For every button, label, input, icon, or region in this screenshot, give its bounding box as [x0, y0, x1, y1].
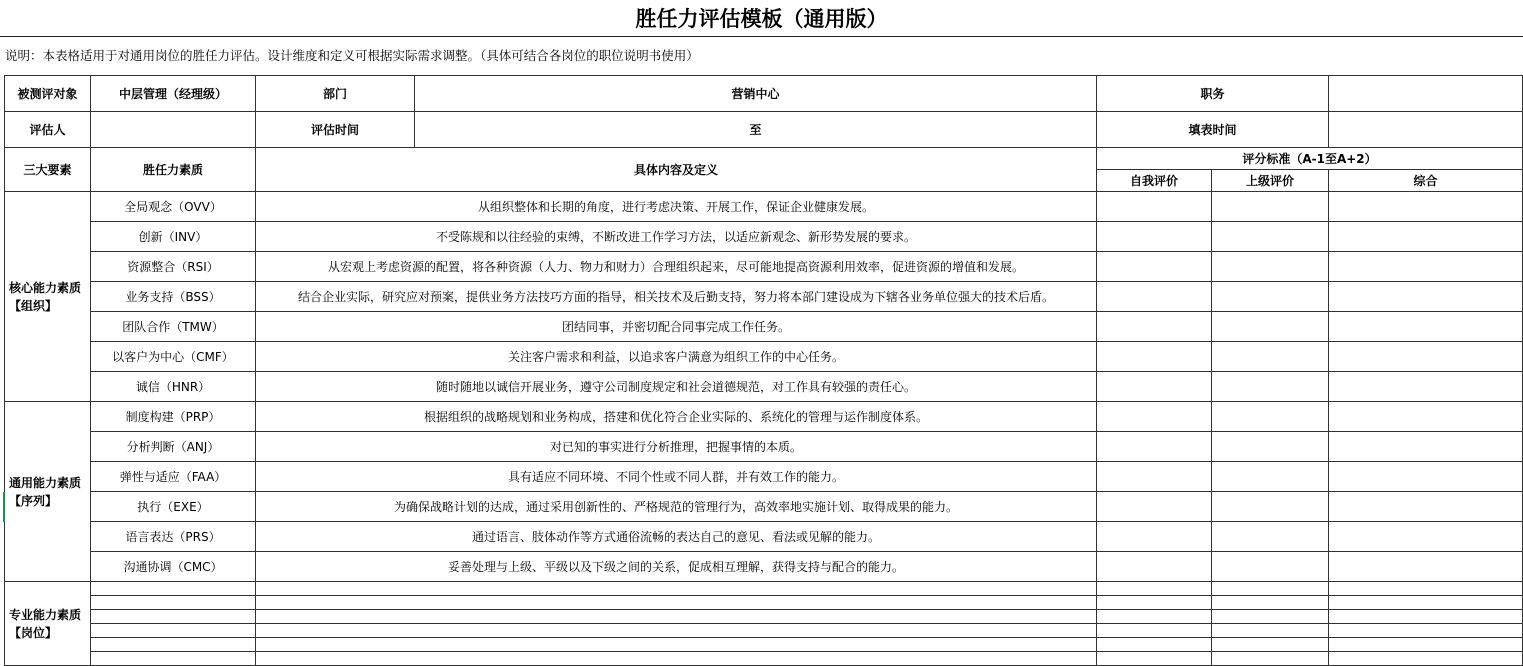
superior-eval-cell[interactable]	[1212, 222, 1329, 252]
competency-definition[interactable]	[256, 652, 1097, 666]
overall-cell[interactable]	[1329, 252, 1523, 282]
self-eval-header: 自我评价	[1097, 170, 1212, 192]
assessor-label: 评估人	[5, 112, 91, 148]
competency-definition: 关注客户需求和利益，以追求客户满意为组织工作的中心任务。	[256, 342, 1097, 372]
competency-definition: 团结同事，并密切配合同事完成工作任务。	[256, 312, 1097, 342]
superior-eval-cell[interactable]	[1212, 252, 1329, 282]
competency-definition: 妥善处理与上级、平级以及下级之间的关系，促成相互理解，获得支持与配合的能力。	[256, 552, 1097, 582]
self-eval-cell[interactable]	[1097, 402, 1212, 432]
self-eval-cell[interactable]	[1097, 582, 1212, 596]
competency-name: 创新（INV）	[91, 222, 256, 252]
overall-cell[interactable]	[1329, 552, 1523, 582]
group-name-cell: 核心能力素质【组织】	[5, 192, 91, 402]
overall-cell[interactable]	[1329, 342, 1523, 372]
superior-eval-cell[interactable]	[1212, 432, 1329, 462]
competency-name[interactable]	[91, 652, 256, 666]
competency-table	[4, 75, 1523, 666]
self-eval-cell[interactable]	[1097, 462, 1212, 492]
blank-row	[5, 652, 1523, 666]
elements-header: 三大要素	[5, 148, 91, 192]
competency-name: 以客户为中心（CMF）	[91, 342, 256, 372]
blank-row	[5, 624, 1523, 638]
superior-eval-cell[interactable]	[1212, 282, 1329, 312]
superior-eval-cell[interactable]	[1212, 624, 1329, 638]
competency-row	[5, 462, 1523, 492]
group-name-cell: 通用能力素质【序列】	[5, 402, 91, 582]
superior-eval-cell[interactable]	[1212, 522, 1329, 552]
overall-cell[interactable]	[1329, 492, 1523, 522]
competency-row	[5, 432, 1523, 462]
self-eval-cell[interactable]	[1097, 312, 1212, 342]
competency-definition[interactable]	[256, 610, 1097, 624]
blank-row	[5, 582, 1523, 596]
superior-eval-cell[interactable]	[1212, 638, 1329, 652]
competency-name: 分析判断（ANJ）	[91, 432, 256, 462]
self-eval-cell[interactable]	[1097, 342, 1212, 372]
competency-definition: 对已知的事实进行分析推理，把握事情的本质。	[256, 432, 1097, 462]
cell-cursor-marker	[3, 492, 5, 522]
assess-time-value-cell[interactable]: 至	[415, 112, 1097, 148]
competency-row	[5, 282, 1523, 312]
competency-name: 全局观念（OVV）	[91, 192, 256, 222]
self-eval-cell[interactable]	[1097, 522, 1212, 552]
competency-row	[5, 522, 1523, 552]
competency-definition[interactable]	[256, 624, 1097, 638]
position-value-cell[interactable]	[1329, 76, 1523, 112]
competency-row	[5, 312, 1523, 342]
superior-eval-cell[interactable]	[1212, 402, 1329, 432]
superior-eval-cell[interactable]	[1212, 610, 1329, 624]
self-eval-cell[interactable]	[1097, 252, 1212, 282]
superior-eval-cell[interactable]	[1212, 192, 1329, 222]
competency-definition[interactable]	[256, 582, 1097, 596]
competency-header: 胜任力素质	[91, 148, 256, 192]
superior-eval-header: 上级评价	[1212, 170, 1329, 192]
self-eval-cell[interactable]	[1097, 596, 1212, 610]
overall-cell[interactable]	[1329, 582, 1523, 596]
competency-name: 团队合作（TMW）	[91, 312, 256, 342]
self-eval-cell[interactable]	[1097, 652, 1212, 666]
competency-definition: 为确保战略计划的达成，通过采用创新性的、严格规范的管理行为，高效率地实施计划、取得成果的能力。	[256, 492, 1097, 522]
self-eval-cell[interactable]	[1097, 552, 1212, 582]
competency-name: 资源整合（RSI）	[91, 252, 256, 282]
competency-definition: 不受陈规和以往经验的束缚，不断改进工作学习方法，以适应新观念、新形势发展的要求。	[256, 222, 1097, 252]
superior-eval-cell[interactable]	[1212, 596, 1329, 610]
competency-definition[interactable]	[256, 638, 1097, 652]
overall-cell[interactable]	[1329, 522, 1523, 552]
overall-cell[interactable]	[1329, 192, 1523, 222]
competency-name[interactable]	[91, 596, 256, 610]
self-eval-cell[interactable]	[1097, 432, 1212, 462]
competency-definition[interactable]	[256, 596, 1097, 610]
competency-name[interactable]	[91, 624, 256, 638]
fill-time-value-cell[interactable]	[1329, 112, 1523, 148]
overall-cell[interactable]	[1329, 402, 1523, 432]
self-eval-cell[interactable]	[1097, 638, 1212, 652]
self-eval-cell[interactable]	[1097, 282, 1212, 312]
superior-eval-cell[interactable]	[1212, 342, 1329, 372]
blank-row	[5, 638, 1523, 652]
competency-definition: 从组织整体和长期的角度，进行考虑决策、开展工作，保证企业健康发展。	[256, 192, 1097, 222]
overall-cell[interactable]	[1329, 432, 1523, 462]
competency-definition: 从宏观上考虑资源的配置，将各种资源（人力、物力和财力）合理组织起来，尽可能地提高资源利用效率，促进资源的增值和发展。	[256, 252, 1097, 282]
self-eval-cell[interactable]	[1097, 192, 1212, 222]
scoring-header: 评分标准（A-1至A+2）	[1097, 148, 1523, 170]
overall-cell[interactable]	[1329, 624, 1523, 638]
competency-name: 诚信（HNR）	[91, 372, 256, 402]
competency-row	[5, 372, 1523, 402]
overall-cell[interactable]	[1329, 372, 1523, 402]
group-name-cell: 专业能力素质【岗位】	[5, 582, 91, 666]
self-eval-cell[interactable]	[1097, 624, 1212, 638]
superior-eval-cell[interactable]	[1212, 492, 1329, 522]
competency-name[interactable]	[91, 610, 256, 624]
competency-name: 业务支持（BSS）	[91, 282, 256, 312]
dept-label: 部门	[256, 76, 415, 112]
competency-definition: 具有适应不同环境、不同个性或不同人群，并有效工作的能力。	[256, 462, 1097, 492]
definition-header: 具体内容及定义	[256, 148, 1097, 192]
blank-row	[5, 610, 1523, 624]
self-eval-cell[interactable]	[1097, 610, 1212, 624]
competency-name: 弹性与适应（FAA）	[91, 462, 256, 492]
competency-definition: 结合企业实际，研究应对预案，提供业务方法技巧方面的指导，相关技术及后勤支持，努力将本部门建设成为下辖各业务单位强大的技术后盾。	[256, 282, 1097, 312]
blank-row	[5, 596, 1523, 610]
competency-row	[5, 402, 1523, 432]
self-eval-cell[interactable]	[1097, 222, 1212, 252]
self-eval-cell[interactable]	[1097, 372, 1212, 402]
competency-name[interactable]	[91, 582, 256, 596]
competency-row	[5, 252, 1523, 282]
competency-name: 语言表达（PRS）	[91, 522, 256, 552]
competency-definition: 随时随地以诚信开展业务，遵守公司制度规定和社会道德规范，对工作具有较强的责任心。	[256, 372, 1097, 402]
competency-name: 执行（EXE）	[91, 492, 256, 522]
overall-cell[interactable]	[1329, 652, 1523, 666]
superior-eval-cell[interactable]	[1212, 552, 1329, 582]
competency-row	[5, 192, 1523, 222]
dept-value-cell[interactable]: 营销中心	[415, 76, 1097, 112]
superior-eval-cell[interactable]	[1212, 582, 1329, 596]
fill-time-label: 填表时间	[1097, 112, 1329, 148]
competency-definition: 通过语言、肢体动作等方式通俗流畅的表达自己的意见、看法或见解的能力。	[256, 522, 1097, 552]
overall-cell[interactable]	[1329, 312, 1523, 342]
assess-time-label: 评估时间	[256, 112, 415, 148]
competency-row	[5, 222, 1523, 252]
self-eval-cell[interactable]	[1097, 492, 1212, 522]
superior-eval-cell[interactable]	[1212, 652, 1329, 666]
competency-name[interactable]	[91, 638, 256, 652]
sheet-title: 胜任力评估模板（通用版）	[0, 0, 1523, 37]
overall-cell[interactable]	[1329, 282, 1523, 312]
overall-header: 综合	[1329, 170, 1523, 192]
position-label: 职务	[1097, 76, 1329, 112]
overall-cell[interactable]	[1329, 610, 1523, 624]
competency-row	[5, 552, 1523, 582]
overall-cell[interactable]	[1329, 638, 1523, 652]
subject-value-cell[interactable]: 中层管理（经理级）	[91, 76, 256, 112]
competency-row	[5, 342, 1523, 372]
superior-eval-cell[interactable]	[1212, 372, 1329, 402]
overall-cell[interactable]	[1329, 222, 1523, 252]
description-note: 说明：本表格适用于对通用岗位的胜任力评估。设计维度和定义可根据实际需求调整。（具体可结合各岗位的职位说明书使用）	[5, 48, 699, 63]
overall-cell[interactable]	[1329, 596, 1523, 610]
competency-row	[5, 492, 1523, 522]
superior-eval-cell[interactable]	[1212, 312, 1329, 342]
subject-label: 被测评对象	[5, 76, 91, 112]
overall-cell[interactable]	[1329, 462, 1523, 492]
superior-eval-cell[interactable]	[1212, 462, 1329, 492]
competency-name: 制度构建（PRP）	[91, 402, 256, 432]
assessor-value-cell[interactable]	[91, 112, 256, 148]
competency-name: 沟通协调（CMC）	[91, 552, 256, 582]
competency-definition: 根据组织的战略规划和业务构成，搭建和优化符合企业实际的、系统化的管理与运作制度体系。	[256, 402, 1097, 432]
